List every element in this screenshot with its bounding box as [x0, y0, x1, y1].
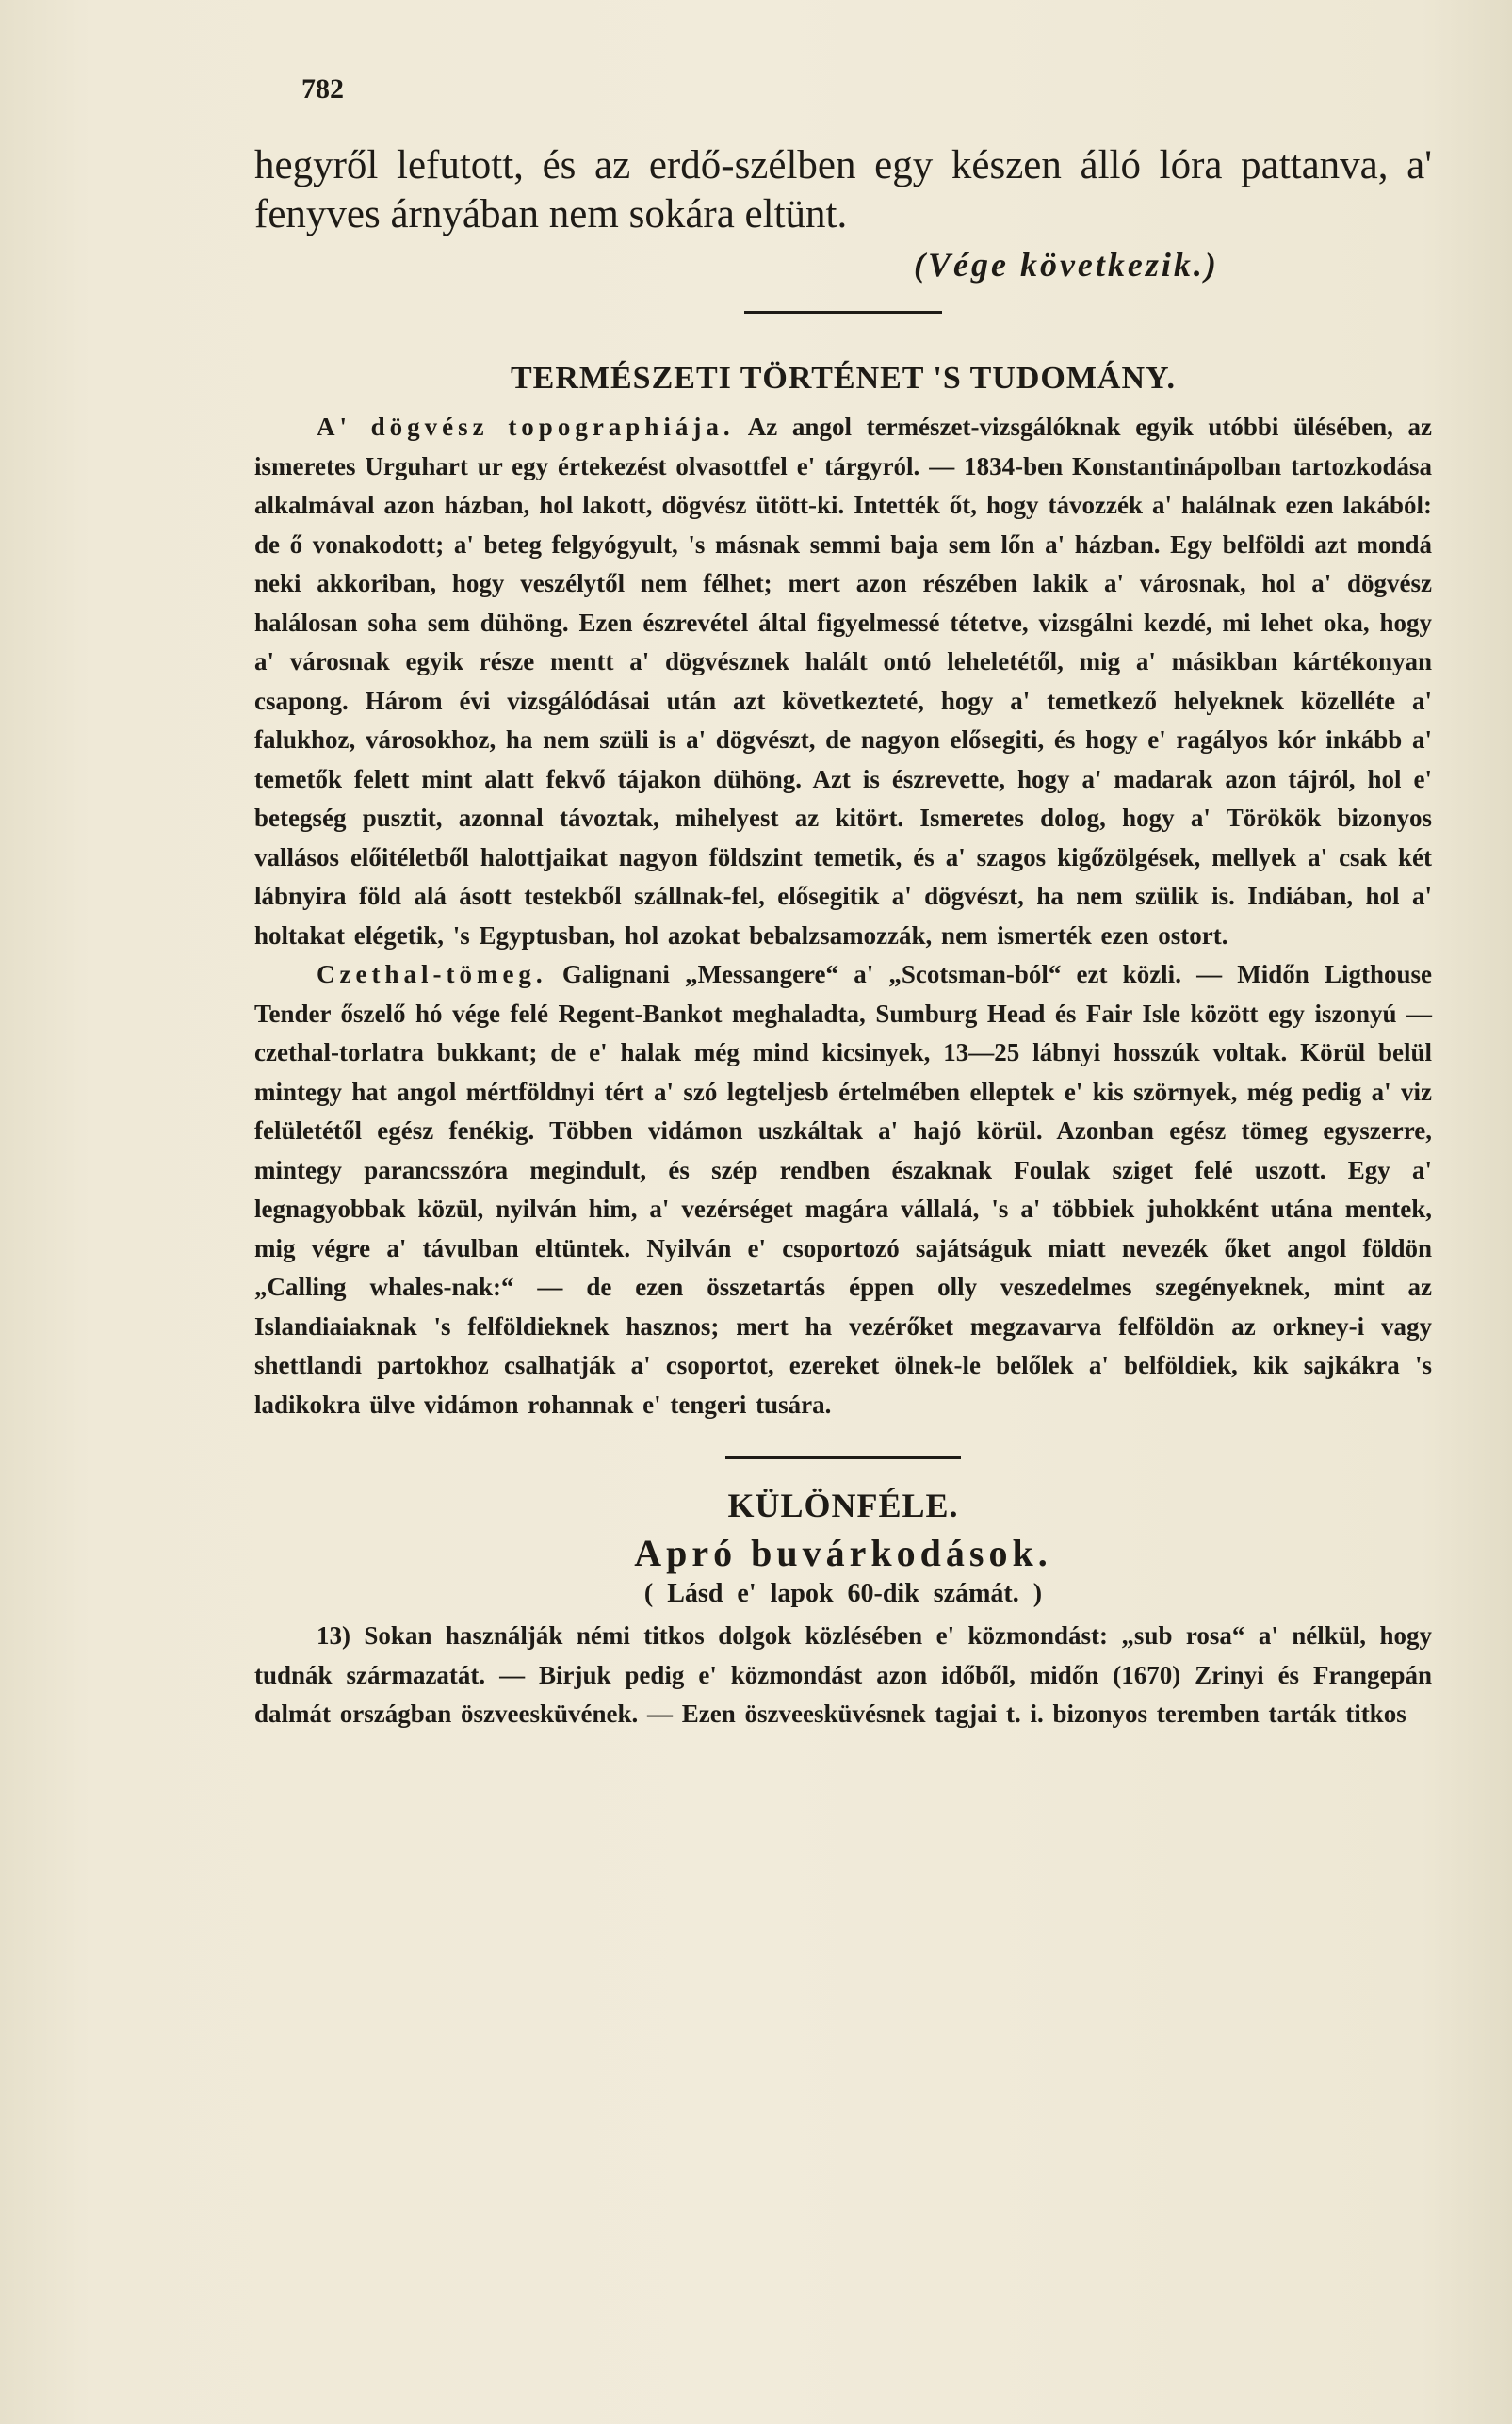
article-title: Czethal-tömeg. [317, 960, 547, 988]
section-heading-nature: TERMÉSZETI TÖRTÉNET 'S TUDOMÁNY. [511, 361, 1176, 396]
section-divider [744, 311, 942, 314]
article-text: Galignani „Messangere“ a' „Scotsman-ból“ ezt közli. — Midőn Ligthouse Tender őszelő hó vége felé Regent-Bankot meghaladta, Sumburg Head és Fair Isle között egy iszonyú — czethal-torlatra bukkant; de e' halak még mind kicsinyek, 13—25 lábnyi hosszúk voltak. Körül belül mintegy hat angol mértföldnyi tért a' szó legteljesb értelmében elleptek e' kis szörnyek, még pedig a' viz felületétől egész fenékig. Többen vidámon uszkáltak a' hajó körül. Azonban egész tömeg egyszerre, mintegy parancsszóra megindult, és szép rendben északnak Foulak sziget felé uszott. Egy a' legnagyobbak közül, nyilván him, a' vezérséget magára vállalá, 's a' többiek juhokként utána mentek, mig végre a' távulban eltüntek. Nyilván e' csoportozó sajátságuk miatt nevezék őket angol földön „Calling whales-nak:“ — de ezen összetartás éppen olly veszedelmes szegényeknek, mint az Islandiaiaknak 's felföldieknek hasznos; mert ha vezérőket megzavarva felföldön az orkney-i vagy shettlandi partokhoz csalhatják a' csoportot, ezereket ölnek-le belőlek a' belföldiek, kik sajkákra 's ladikokra ülve vidámon rohannak e' tengeri tusára. [254, 960, 1432, 1419]
page-number: 782 [301, 73, 344, 105]
reference-note: ( Lásd e' lapok 60-dik számát. ) [643, 1579, 1043, 1608]
nature-section-body [254, 408, 1432, 1424]
section-heading-misc: KÜLÖNFÉLE. [727, 1487, 959, 1524]
section-divider [725, 1456, 961, 1459]
article-text: Az angol természet-vizsgálóknak egyik utóbbi ülésében, az ismeretes Urguhart ur egy értekezést olvasottfel e' tárgyról. — 1834-ben Konstantinápolban tartozkodása alkalmával azon házban, hol lakott, dögvész ütött-ki. Intették őt, hogy távozzék a' halálnak ezen lakából: de ő vonakodott; a' beteg felgyógyult, 's másnak semmi baja sem lőn a' házban. Egy belföldi azt mondá neki akkoriban, hogy veszélytől nem félhet; mert azon részében lakik a' városnak, hol a' dögvész halálosan soha sem dühöng. Ezen észrevétel által figyelmessé tétetve, vizsgálni kezdé, mi lehet oka, hogy a' városnak egyik része mentt a' dögvésznek halált ontó leheletétől, mig a' másikban kártékonyan csapong. Három évi vizsgálódásai után azt következteté, hogy a' temetkező helyeknek közelléte a' falukhoz, városokhoz, ha nem szüli is a' dögvészt, de nagyon elősegiti, és hogy e' ragályos kór inkább a' temetők felett mint alatt fekvő tájakon dühöng. Azt is észrevette, hogy a' madarak azon tájról, hol e' betegség pusztit, azonnal távoztak, mihelyest az kitört. Ismeretes dolog, hogy a' Törökök bizonyos vallásos előitéletből halottjaikat nagyon földszint temetik, és a' szagos kigőzölgések, mellyek a' csak két lábnyira föld alá ásott testekből szállnak-fel, elősegitik a' dögvészt, ha nem szülik is. Indiában, hol a' holtakat elégetik, 's Egyptusban, hol azokat bebalzsamozzák, nem ismerték ezen ostort. [254, 413, 1432, 950]
misc-section-body [254, 1617, 1432, 1734]
article-sub-rosa: 13) Sokan használják némi titkos dolgok közlésében e' közmondást: „sub rosa“ a' nélkül, hogy tudnák származatát. — Birjuk pedig e' közmondást azon időből, midőn (1670) Zrinyi és Frangepán dalmát országban öszveesküvének. — Ezen öszveesküvésnek tagjai t. i. bizonyos teremben tarták titkos [254, 1621, 1432, 1728]
article-title: A' dögvész topographiája. [317, 413, 735, 441]
continuation-note: (Vége következik.) [914, 246, 1219, 284]
article-whales [254, 955, 1432, 1424]
intro-paragraph: hegyről lefutott, és az erdő-szélben egy készen álló lóra pattanva, a' fenyves árnyában nem sokára eltünt. [254, 143, 1432, 236]
article-plague [254, 408, 1432, 955]
section-subheading: Apró buvárkodások. [634, 1532, 1052, 1574]
text-column [254, 141, 1432, 1734]
story-ending [254, 141, 1432, 285]
